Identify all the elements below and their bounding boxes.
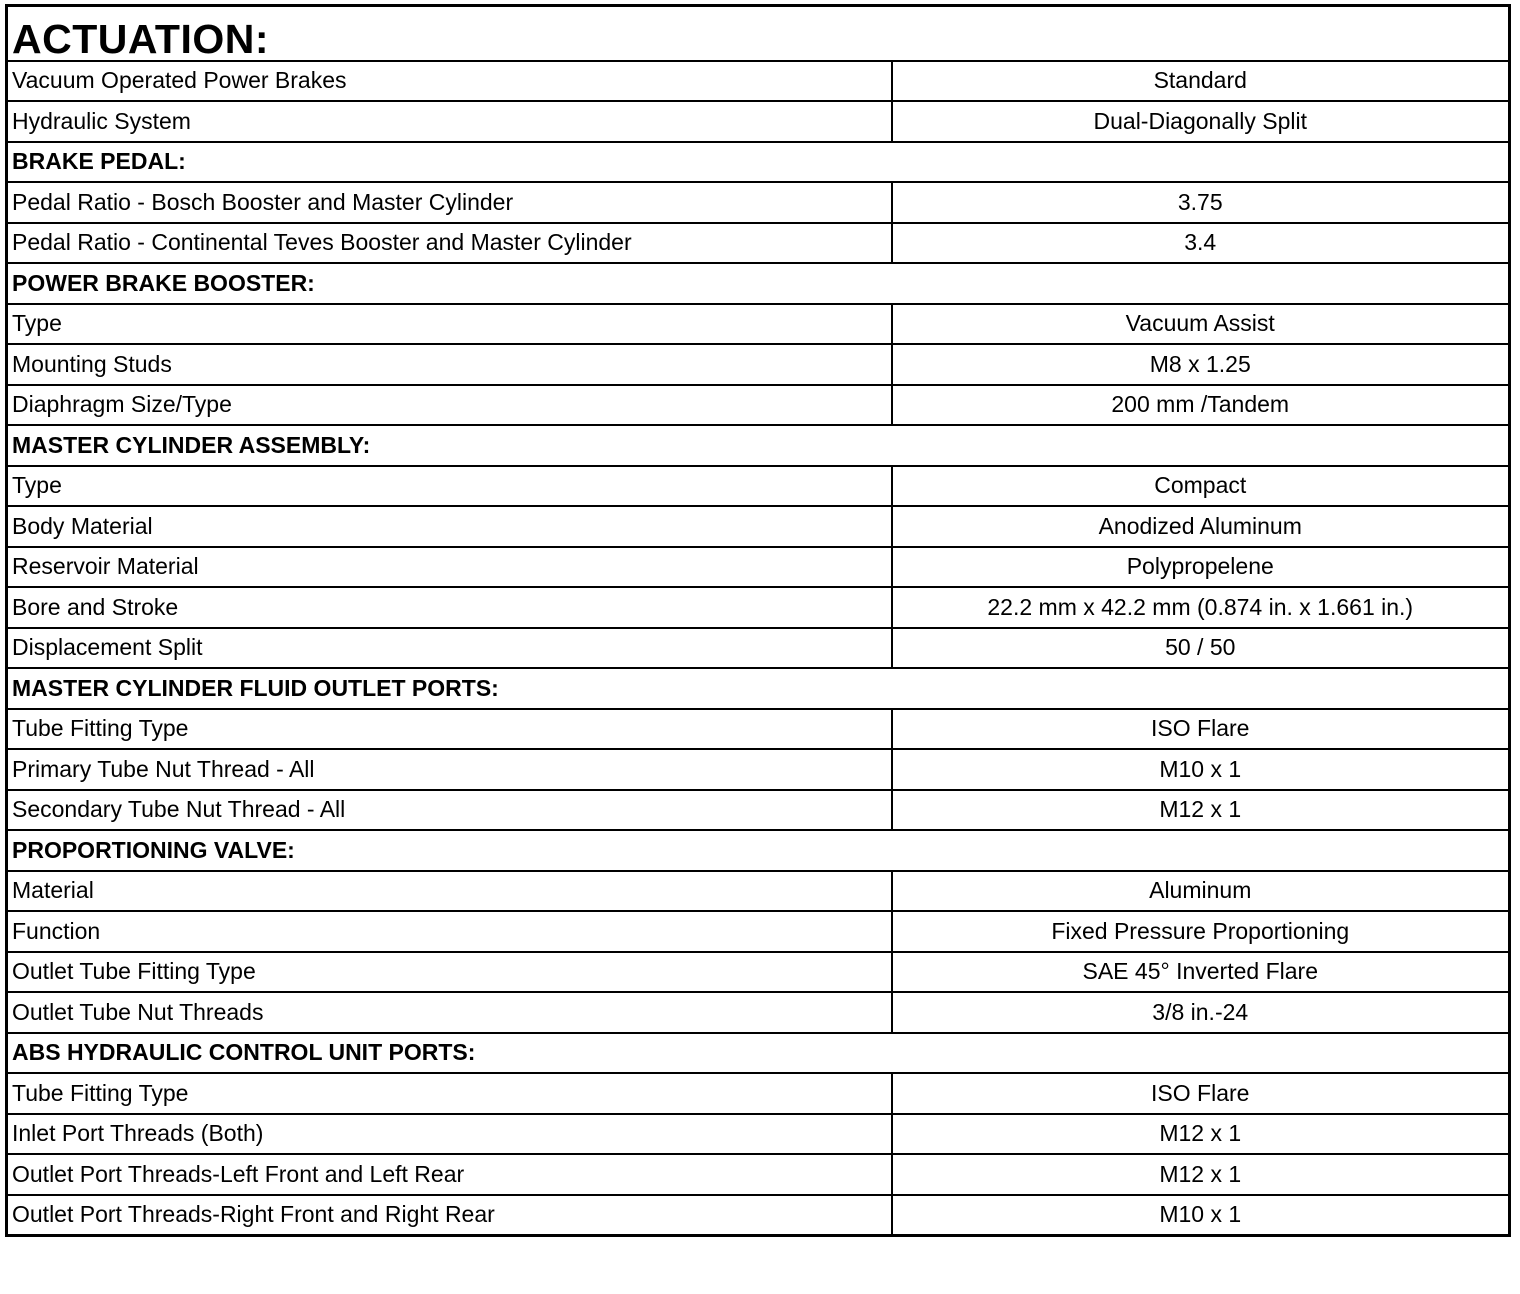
spec-label: Mounting Studs	[7, 344, 892, 385]
spec-value: Vacuum Assist	[892, 304, 1510, 345]
spec-row	[7, 385, 1510, 426]
spec-row	[7, 952, 1510, 993]
spec-row	[7, 790, 1510, 831]
spec-value: SAE 45° Inverted Flare	[892, 952, 1510, 993]
section-header-row	[7, 142, 1510, 183]
table-title-row	[7, 6, 1510, 61]
spec-label: Pedal Ratio - Bosch Booster and Master Cylinder	[7, 182, 892, 223]
spec-value: ISO Flare	[892, 709, 1510, 750]
spec-label: Primary Tube Nut Thread - All	[7, 749, 892, 790]
spec-label: Inlet Port Threads (Both)	[7, 1114, 892, 1155]
spec-value: Dual-Diagonally Split	[892, 101, 1510, 142]
section-heading: MASTER CYLINDER FLUID OUTLET PORTS:	[7, 668, 1510, 709]
spec-label: Type	[7, 466, 892, 507]
spec-label: Secondary Tube Nut Thread - All	[7, 790, 892, 831]
spec-row	[7, 547, 1510, 588]
spec-label: Type	[7, 304, 892, 345]
section-heading: POWER BRAKE BOOSTER:	[7, 263, 1510, 304]
spec-value: M10 x 1	[892, 749, 1510, 790]
section-header-row	[7, 425, 1510, 466]
spec-row	[7, 344, 1510, 385]
spec-label: Pedal Ratio - Continental Teves Booster and Master Cylinder	[7, 223, 892, 264]
spec-row	[7, 466, 1510, 507]
spec-value: Polypropelene	[892, 547, 1510, 588]
spec-row	[7, 1073, 1510, 1114]
spec-label: Vacuum Operated Power Brakes	[7, 61, 892, 102]
spec-row	[7, 1114, 1510, 1155]
spec-row	[7, 871, 1510, 912]
spec-value: ISO Flare	[892, 1073, 1510, 1114]
spec-row	[7, 709, 1510, 750]
spec-row	[7, 1195, 1510, 1236]
spec-row	[7, 61, 1510, 102]
section-heading: MASTER CYLINDER ASSEMBLY:	[7, 425, 1510, 466]
spec-value: 200 mm /Tandem	[892, 385, 1510, 426]
section-header-row	[7, 1033, 1510, 1074]
section-heading: BRAKE PEDAL:	[7, 142, 1510, 183]
spec-value: Standard	[892, 61, 1510, 102]
spec-value: Aluminum	[892, 871, 1510, 912]
section-heading: PROPORTIONING VALVE:	[7, 830, 1510, 871]
spec-row	[7, 911, 1510, 952]
spec-row	[7, 1154, 1510, 1195]
spec-label: Reservoir Material	[7, 547, 892, 588]
section-header-row	[7, 830, 1510, 871]
section-header-row	[7, 263, 1510, 304]
spec-value: 3.4	[892, 223, 1510, 264]
spec-value: 50 / 50	[892, 628, 1510, 669]
spec-value: M12 x 1	[892, 790, 1510, 831]
brake-actuation-spec-table	[5, 4, 1511, 1237]
spec-value: M10 x 1	[892, 1195, 1510, 1236]
section-header-row	[7, 668, 1510, 709]
table-title: ACTUATION:	[7, 6, 1510, 61]
spec-row	[7, 101, 1510, 142]
spec-value: Compact	[892, 466, 1510, 507]
spec-label: Displacement Split	[7, 628, 892, 669]
spec-label: Outlet Tube Nut Threads	[7, 992, 892, 1033]
spec-label: Function	[7, 911, 892, 952]
spec-row	[7, 223, 1510, 264]
section-heading: ABS HYDRAULIC CONTROL UNIT PORTS:	[7, 1033, 1510, 1074]
spec-table-body	[7, 6, 1510, 1236]
spec-value: Fixed Pressure Proportioning	[892, 911, 1510, 952]
spec-label: Outlet Port Threads-Right Front and Right Rear	[7, 1195, 892, 1236]
spec-value: Anodized Aluminum	[892, 506, 1510, 547]
spec-value: M8 x 1.25	[892, 344, 1510, 385]
spec-row	[7, 304, 1510, 345]
spec-row	[7, 182, 1510, 223]
spec-value: 3/8 in.-24	[892, 992, 1510, 1033]
spec-row	[7, 628, 1510, 669]
spec-row	[7, 992, 1510, 1033]
spec-row	[7, 506, 1510, 547]
spec-label: Bore and Stroke	[7, 587, 892, 628]
spec-label: Material	[7, 871, 892, 912]
spec-value: M12 x 1	[892, 1154, 1510, 1195]
spec-label: Outlet Tube Fitting Type	[7, 952, 892, 993]
spec-label: Tube Fitting Type	[7, 1073, 892, 1114]
spec-value: M12 x 1	[892, 1114, 1510, 1155]
spec-label: Tube Fitting Type	[7, 709, 892, 750]
spec-row	[7, 749, 1510, 790]
spec-label: Hydraulic System	[7, 101, 892, 142]
spec-label: Outlet Port Threads-Left Front and Left Rear	[7, 1154, 892, 1195]
spec-label: Diaphragm Size/Type	[7, 385, 892, 426]
spec-value: 22.2 mm x 42.2 mm (0.874 in. x 1.661 in.)	[892, 587, 1510, 628]
spec-value: 3.75	[892, 182, 1510, 223]
spec-label: Body Material	[7, 506, 892, 547]
spec-row	[7, 587, 1510, 628]
